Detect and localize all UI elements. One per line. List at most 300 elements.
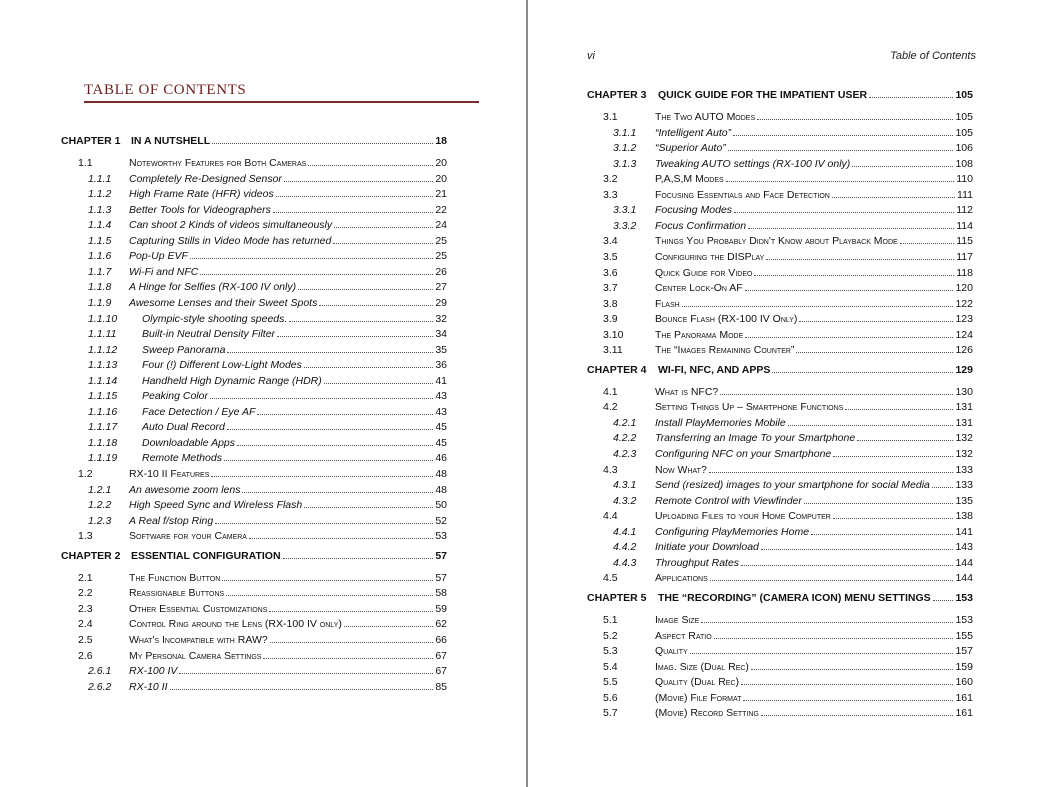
toc-entry-title: RX-100 IV [129, 665, 178, 678]
dot-leader [811, 533, 953, 535]
toc-entry-title: High Speed Sync and Wireless Flash [129, 499, 303, 512]
toc-entry[interactable] [528, 509, 1051, 523]
toc-entry[interactable] [528, 494, 1051, 508]
toc-entry-number: 4.4.2 [613, 541, 637, 554]
toc-entry-number: 5.1 [603, 613, 618, 626]
toc-entry-page: 34 [435, 328, 447, 341]
toc-entry-number: 3.1 [603, 111, 618, 123]
dot-leader [276, 195, 434, 197]
dot-leader [726, 180, 955, 182]
toc-entry-page: 105 [955, 89, 973, 101]
dot-leader [242, 491, 433, 493]
toc-entry-page: 21 [435, 188, 447, 201]
toc-entry[interactable] [528, 219, 1051, 233]
toc-entry-number: 4.2 [603, 401, 618, 414]
toc-entry-title: Uploading Files to your Home Computer [655, 510, 831, 523]
toc-entry[interactable] [528, 281, 1051, 295]
dot-leader [319, 304, 433, 306]
toc-entry-title: ESSENTIAL CONFIGURATION [131, 549, 281, 562]
toc-entry-number: 1.1.6 [88, 250, 112, 263]
toc-entry-number: 4.3.2 [613, 494, 637, 507]
toc-entry[interactable] [0, 249, 526, 263]
toc-entry-number: 1.1.17 [88, 421, 118, 434]
toc-entry-page: 48 [435, 468, 447, 480]
toc-entry[interactable] [0, 436, 526, 450]
toc-entry-title: Configuring PlayMemories Home [655, 525, 810, 538]
toc-entry-number: 4.5 [603, 572, 618, 585]
dot-leader [273, 211, 433, 213]
toc-entry-page: 155 [955, 629, 973, 642]
toc-entry-number: 1.1.4 [88, 219, 112, 232]
toc-entry-title: Olympic-style shooting speeds. [142, 312, 288, 325]
toc-entry-number: 4.2.2 [613, 432, 637, 445]
toc-entry-title: Can shoot 2 Kinds of videos simultaneously [129, 219, 333, 232]
toc-entry-number: 1.2.1 [88, 483, 112, 496]
dot-leader [788, 424, 954, 426]
toc-entry[interactable] [528, 591, 1051, 605]
toc-entry-title: Flash [655, 297, 680, 310]
toc-entry[interactable] [528, 312, 1051, 326]
dot-leader [743, 699, 953, 701]
toc-entry[interactable] [528, 447, 1051, 461]
toc-entry[interactable] [0, 358, 526, 372]
toc-entry-number: 3.2 [603, 173, 618, 186]
toc-entry-title: P,A,S,M Modes [655, 173, 724, 186]
toc-entry-title: Things You Probably Didn't Know about Playback Mode [655, 235, 898, 248]
toc-entry-title: Software for your Camera [129, 530, 247, 543]
dot-leader [869, 96, 953, 98]
toc-entry[interactable] [0, 602, 526, 616]
toc-entry-number: 4.4 [603, 510, 618, 523]
toc-entry[interactable] [528, 188, 1051, 202]
toc-entry-number: 1.1.18 [88, 436, 118, 449]
dot-leader [761, 714, 954, 716]
toc-entry-page: 58 [435, 587, 447, 600]
toc-entry-number: 1.1.5 [88, 234, 112, 247]
toc-entry-page: 24 [435, 219, 447, 232]
toc-entry[interactable] [528, 644, 1051, 658]
toc-entry-page: 20 [435, 157, 447, 169]
toc-entry[interactable] [528, 297, 1051, 311]
toc-entry-number: 4.1 [603, 385, 618, 398]
toc-entry-title: Throughput Rates [655, 556, 740, 569]
toc-entry[interactable] [528, 385, 1051, 399]
toc-entry-number: 5.4 [603, 660, 618, 673]
toc-entry[interactable] [528, 126, 1051, 140]
toc-entry-title: The “Images Remaining Counter” [655, 344, 795, 357]
toc-entry[interactable] [0, 649, 526, 663]
dot-leader [761, 548, 954, 550]
toc-entry-title: WI-FI, NFC, AND APPS [658, 363, 771, 376]
toc-entry-number: 1.1.11 [88, 328, 117, 341]
toc-entry-page: 153 [955, 613, 973, 626]
toc-entry[interactable] [528, 431, 1051, 445]
dot-leader [289, 320, 433, 322]
toc-entry-number: 3.6 [603, 266, 618, 279]
toc-entry-page: 144 [955, 556, 973, 569]
toc-entry-title: Four (!) Different Low-Light Modes [142, 359, 302, 372]
toc-entry-title: Awesome Lenses and their Sweet Spots [129, 296, 318, 309]
dot-leader [224, 459, 433, 461]
dot-leader [701, 621, 953, 623]
toc-entry-title: Quality (Dual Rec) [655, 676, 740, 689]
toc-entry-page: 66 [435, 633, 447, 646]
toc-entry[interactable] [0, 134, 526, 148]
toc-entry-title: Center Lock-On AF [655, 282, 743, 295]
toc-entry-number: 3.5 [603, 250, 618, 263]
toc-entry-page: 53 [435, 530, 447, 543]
toc-entry-page: 105 [955, 126, 973, 139]
toc-entry[interactable] [0, 586, 526, 600]
toc-entry-page: 157 [955, 645, 973, 658]
dot-leader [900, 242, 955, 244]
toc-entry[interactable] [0, 633, 526, 647]
dot-leader [720, 393, 953, 395]
toc-entry-page: 123 [955, 313, 973, 326]
toc-entry[interactable] [528, 328, 1051, 342]
toc-entry[interactable] [528, 706, 1051, 720]
dot-leader [304, 506, 433, 508]
toc-entry-page: 131 [955, 401, 973, 414]
toc-entry[interactable] [0, 265, 526, 279]
toc-entry-title: A Hinge for Selfies (RX-100 IV only) [129, 281, 297, 294]
toc-entry-page: 25 [435, 250, 447, 263]
toc-entry[interactable] [528, 478, 1051, 492]
toc-entry-page: 106 [955, 142, 973, 155]
toc-entry-number: 2.3 [78, 602, 93, 615]
dot-leader [170, 688, 434, 690]
toc-entry-page: 112 [956, 204, 973, 217]
toc-entry-number: 5.7 [603, 707, 618, 720]
dot-leader [263, 657, 433, 659]
toc-entry-page: 135 [955, 494, 973, 507]
toc-entry-title: The Two AUTO Modes [655, 111, 756, 123]
toc-entry[interactable] [528, 556, 1051, 570]
toc-entry-page: 36 [435, 359, 447, 372]
toc-entry-title: Capturing Stills in Video Mode has returned [129, 234, 332, 247]
toc-entry-number: 3.9 [603, 313, 618, 326]
dot-leader [741, 564, 953, 566]
toc-entry-title: “Intelligent Auto” [655, 126, 732, 139]
toc-entry[interactable] [0, 374, 526, 388]
dot-leader [226, 594, 433, 596]
toc-entry[interactable] [528, 629, 1051, 643]
toc-entry-page: 138 [955, 510, 973, 523]
toc-entry-page: 46 [435, 452, 447, 465]
toc-entry-number: 1.1.13 [88, 359, 118, 372]
toc-entry-page: 32 [435, 312, 447, 325]
toc-entry[interactable] [0, 549, 526, 563]
toc-entry[interactable] [528, 571, 1051, 585]
toc-entry-page: 153 [955, 591, 973, 604]
toc-entry[interactable] [0, 514, 526, 528]
toc-entry-page: 126 [955, 344, 973, 357]
toc-entry-page: 111 [957, 188, 973, 201]
dot-leader [200, 273, 433, 275]
toc-entry-number: 5.5 [603, 676, 618, 689]
toc-entry[interactable] [528, 343, 1051, 357]
toc-entry-title: Focusing Essentials and Face Detection [655, 188, 830, 201]
toc-entry[interactable] [528, 675, 1051, 689]
toc-entry[interactable] [0, 664, 526, 678]
toc-entry[interactable] [528, 172, 1051, 186]
toc-entry-title: Handheld High Dynamic Range (HDR) [142, 374, 322, 387]
toc-entry-number: 4.4.1 [613, 525, 637, 538]
dot-leader [308, 164, 433, 166]
toc-entry-number: 3.11 [603, 344, 623, 357]
toc-entry-number: 1.1.16 [88, 405, 118, 418]
toc-entry-title: My Personal Camera Settings [129, 649, 262, 662]
toc-entry-number: 2.6.1 [88, 665, 112, 678]
toc-entry-number: CHAPTER 4 [587, 363, 647, 376]
toc-entry[interactable] [528, 463, 1051, 477]
toc-entry-title: Remote Control with Viewfinder [655, 494, 802, 507]
toc-entry[interactable] [0, 218, 526, 232]
toc-entry-page: 117 [956, 250, 973, 263]
toc-entry-page: 29 [435, 296, 447, 309]
dot-leader [222, 579, 433, 581]
toc-entry-page: 144 [955, 572, 973, 585]
toc-entry[interactable] [0, 451, 526, 465]
toc-entry-title: Tweaking AUTO settings (RX-100 IV only) [655, 157, 851, 170]
toc-entry[interactable] [0, 420, 526, 434]
toc-entry-title: Quality [655, 645, 688, 658]
toc-entry[interactable] [0, 483, 526, 497]
toc-entry-number: 3.3.2 [613, 219, 637, 232]
toc-entry[interactable] [0, 467, 526, 481]
dot-leader [211, 475, 433, 477]
toc-entry-number: 3.1.1 [613, 126, 637, 139]
dot-leader [257, 413, 433, 415]
toc-entry-number: 1.1 [78, 157, 93, 169]
dot-leader [714, 637, 954, 639]
toc-entry-page: 108 [955, 157, 973, 170]
dot-leader [804, 502, 954, 504]
toc-entry-page: 62 [435, 618, 447, 631]
dot-leader [741, 683, 953, 685]
dot-leader [237, 444, 433, 446]
dot-leader [833, 517, 954, 519]
toc-entry[interactable] [0, 389, 526, 403]
toc-entry[interactable] [0, 312, 526, 326]
toc-entry[interactable] [0, 296, 526, 310]
toc-entry[interactable] [0, 280, 526, 294]
toc-entry-title: “Superior Auto” [655, 142, 726, 155]
toc-entry-page: 67 [435, 665, 447, 678]
toc-entry[interactable] [0, 327, 526, 341]
toc-entry-title: Bounce Flash (RX-100 IV Only) [655, 313, 798, 326]
toc-entry-page: 159 [955, 660, 973, 673]
toc-entry-number: 1.1.7 [88, 265, 112, 278]
toc-entry[interactable] [528, 525, 1051, 539]
toc-entry-title: The Panorama Mode [655, 328, 744, 341]
toc-entry-page: 52 [435, 514, 447, 527]
toc-entry-page: 132 [955, 432, 973, 445]
toc-entry-page: 35 [435, 343, 447, 356]
toc-entry-number: 2.2 [78, 587, 93, 600]
toc-entry[interactable] [528, 88, 1051, 102]
toc-entry-title: THE “RECORDING” (CAMERA ICON) MENU SETTINGS [658, 591, 931, 604]
dot-leader [796, 351, 953, 353]
toc-entry-page: 22 [435, 203, 447, 216]
dot-leader [334, 226, 433, 228]
toc-entry-title: Transferring an Image To your Smartphone [655, 432, 856, 445]
dot-leader [799, 320, 953, 322]
toc-entry[interactable] [0, 343, 526, 357]
toc-entry-title: Aspect Ratio [655, 629, 712, 642]
dot-leader [748, 227, 954, 229]
toc-entry-page: 160 [955, 676, 973, 689]
dot-leader [190, 257, 433, 259]
toc-entry-title: Pop-Up EVF [129, 250, 188, 263]
toc-entry-page: 27 [435, 281, 447, 294]
toc-entry[interactable] [528, 660, 1051, 674]
page-number: vi [587, 50, 595, 62]
toc-entry-number: 2.4 [78, 618, 93, 631]
toc-entry-page: 161 [955, 707, 973, 720]
dot-leader [933, 599, 954, 601]
toc-entry-page: 20 [435, 172, 447, 185]
dot-leader [210, 397, 433, 399]
toc-entry-number: 1.1.19 [88, 452, 118, 465]
toc-entry-number: 5.6 [603, 691, 618, 704]
toc-entry[interactable] [528, 691, 1051, 705]
toc-entry-title: Install PlayMemories Mobile [655, 416, 786, 429]
toc-entry[interactable] [0, 203, 526, 217]
toc-entry[interactable] [0, 405, 526, 419]
toc-entry[interactable] [0, 571, 526, 585]
toc-entry-page: 25 [435, 234, 447, 247]
toc-entry-number: 1.2.3 [88, 514, 112, 527]
toc-entry[interactable] [528, 250, 1051, 264]
toc-entry[interactable] [0, 617, 526, 631]
toc-entry-title: Image Size [655, 613, 700, 626]
toc-entry-number: 1.3 [78, 530, 93, 543]
toc-entry[interactable] [528, 540, 1051, 554]
toc-entry-page: 85 [435, 680, 447, 693]
toc-entry-number: 3.3 [603, 188, 618, 201]
toc-entry-page: 45 [435, 421, 447, 434]
toc-entry[interactable] [0, 529, 526, 543]
toc-entry[interactable] [528, 416, 1051, 430]
toc-entry-number: 3.1.3 [613, 157, 637, 170]
toc-entry[interactable] [528, 234, 1051, 248]
toc-entry-title: Imag. Size (Dual Rec) [655, 660, 749, 673]
toc-entry-page: 120 [955, 282, 973, 295]
toc-entry[interactable] [0, 680, 526, 694]
toc-entry-number: 1.1.2 [88, 188, 112, 201]
toc-entry[interactable] [528, 110, 1051, 124]
toc-entry-title: A Real f/stop Ring [129, 514, 214, 527]
toc-entry-number: 5.2 [603, 629, 618, 642]
dot-leader [833, 455, 953, 457]
dot-leader [212, 142, 433, 144]
toc-entry-page: 161 [955, 691, 973, 704]
dot-leader [751, 668, 954, 670]
dot-leader [284, 180, 433, 182]
toc-entry-page: 59 [435, 602, 447, 615]
right-toc-list [528, 0, 1051, 787]
dot-leader [757, 118, 953, 120]
toc-entry[interactable] [0, 172, 526, 186]
toc-entry-title: Quick Guide for Video [655, 266, 753, 279]
toc-entry-number: 3.4 [603, 235, 618, 248]
toc-entry-page: 45 [435, 436, 447, 449]
toc-entry[interactable] [528, 363, 1051, 377]
dot-leader [932, 486, 954, 488]
toc-entry-title: Send (resized) images to your smartphone for social Media [655, 479, 930, 492]
dot-leader [283, 557, 434, 559]
toc-entry-number: 2.6 [78, 649, 93, 662]
toc-entry-number: 1.1.8 [88, 281, 112, 294]
dot-leader [227, 351, 433, 353]
toc-entry-title: Remote Methods [142, 452, 222, 465]
toc-entry-title: What is NFC? [655, 385, 719, 398]
toc-entry[interactable] [0, 156, 526, 170]
toc-entry[interactable] [0, 187, 526, 201]
dot-leader [845, 408, 953, 410]
toc-entry-number: CHAPTER 2 [61, 549, 121, 562]
toc-entry-page: 133 [955, 479, 973, 492]
toc-entry-title: RX-10 II Features [129, 468, 210, 480]
toc-entry-page: 105 [955, 111, 973, 123]
toc-entry[interactable] [528, 613, 1051, 627]
toc-entry-number: 1.1.1 [88, 172, 112, 185]
toc-entry-page: 110 [956, 173, 973, 186]
toc-entry-page: 41 [435, 374, 447, 387]
toc-entry[interactable] [528, 400, 1051, 414]
toc-entry[interactable] [528, 266, 1051, 280]
toc-entry[interactable] [528, 157, 1051, 171]
toc-entry-title: Setting Things Up – Smartphone Functions [655, 401, 844, 414]
right-page [528, 0, 1051, 787]
toc-entry-title: Reassignable Buttons [129, 587, 225, 600]
toc-entry-title: High Frame Rate (HFR) videos [129, 188, 274, 201]
toc-entry-title: Built-in Neutral Density Filter [142, 328, 276, 341]
toc-entry[interactable] [528, 141, 1051, 155]
toc-entry-number: 1.1.9 [88, 296, 112, 309]
toc-entry-number: 4.2.3 [613, 448, 637, 460]
toc-entry-page: 18 [435, 135, 447, 147]
toc-entry[interactable] [0, 234, 526, 248]
toc-entry-title: Now What? [655, 463, 707, 476]
toc-entry-page: 57 [435, 571, 447, 584]
toc-entry[interactable] [0, 498, 526, 512]
toc-entry-title: Auto Dual Record [142, 421, 225, 434]
dot-leader [333, 242, 433, 244]
toc-entry-number: 4.3 [603, 463, 618, 476]
toc-entry-page: 131 [955, 416, 973, 429]
toc-entry-page: 57 [435, 549, 447, 562]
dot-leader [344, 625, 433, 627]
toc-entry-number: 1.1.15 [88, 390, 118, 403]
dot-leader [728, 149, 954, 151]
dot-leader [270, 641, 434, 643]
dot-leader [772, 371, 953, 373]
toc-entry-page: 132 [955, 448, 973, 460]
toc-entry-number: 2.6.2 [88, 680, 112, 693]
toc-entry-title: Wi-Fi and NFC [129, 265, 199, 278]
toc-entry-number: 3.1.2 [613, 142, 637, 155]
toc-entry-page: 118 [956, 266, 973, 279]
toc-entry-title: Initiate your Download [655, 541, 759, 554]
toc-entry[interactable] [528, 203, 1051, 217]
toc-entry-number: 4.4.3 [613, 556, 637, 569]
toc-entry-page: 129 [955, 363, 973, 376]
toc-entry-title: (Movie) Record Setting [655, 707, 759, 720]
toc-entry-title: Configuring the DISPlay [655, 250, 765, 263]
dot-leader [709, 471, 954, 473]
